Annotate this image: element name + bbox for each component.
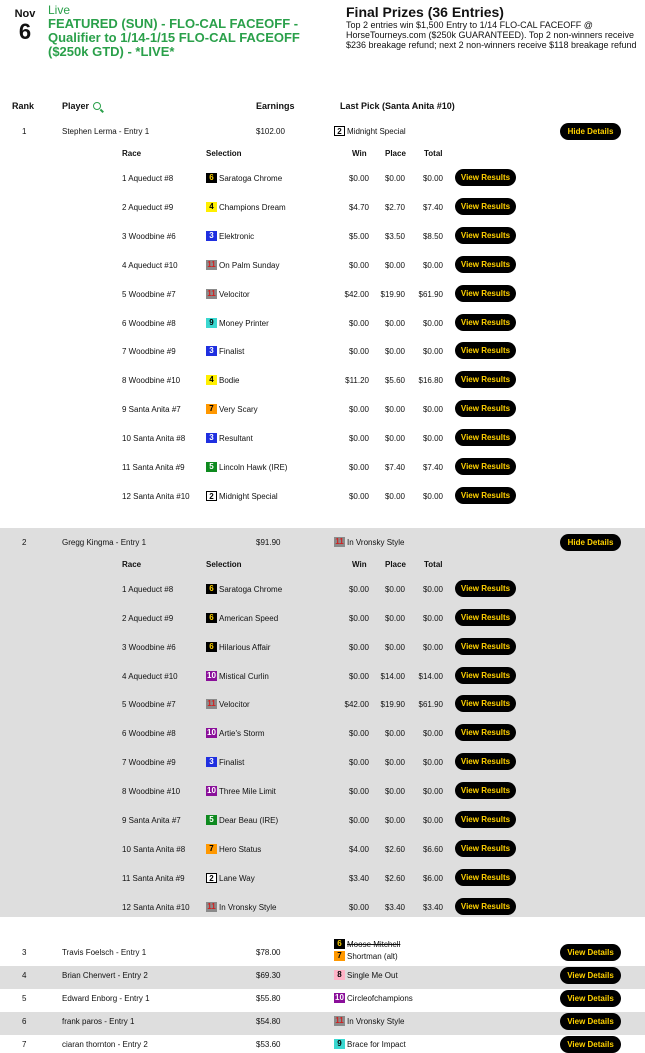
view-results-button[interactable]: View Results xyxy=(455,285,516,302)
view-results-button[interactable]: View Results xyxy=(455,342,516,359)
view-results-button[interactable]: View Results xyxy=(455,429,516,446)
program-number-badge: 8 xyxy=(334,970,345,980)
place-amount: $0.00 xyxy=(384,347,405,357)
view-details-button[interactable]: View Details xyxy=(560,1036,621,1053)
win-amount: $0.00 xyxy=(348,463,369,472)
win-amount: $4.00 xyxy=(348,844,369,854)
view-results-button[interactable]: View Results xyxy=(455,724,516,741)
event-status: Live xyxy=(48,3,71,17)
race-name: 9 Santa Anita #7 xyxy=(122,405,181,415)
player-name[interactable]: Travis Foelsch - Entry 1 xyxy=(62,947,147,957)
total-amount: $7.40 xyxy=(422,463,443,472)
earnings-cell: $55.80 xyxy=(256,993,281,1003)
place-amount: $7.40 xyxy=(384,463,405,472)
race-name: 8 Woodbine #10 xyxy=(122,787,181,797)
earnings-cell: $53.60 xyxy=(256,1039,281,1049)
place-amount: $3.50 xyxy=(384,231,405,241)
total-amount: $7.40 xyxy=(422,202,443,212)
total-amount: $0.00 xyxy=(422,642,443,652)
race-name: 12 Santa Anita #10 xyxy=(122,902,190,912)
selection-horse: Mistical Curlin xyxy=(219,671,269,681)
view-results-button[interactable]: View Results xyxy=(455,840,516,857)
race-name: 9 Santa Anita #7 xyxy=(122,816,181,825)
event-date xyxy=(10,8,40,44)
selection-horse: Hilarious Affair xyxy=(219,642,271,652)
view-results-button[interactable]: View Results xyxy=(455,695,516,712)
program-number-badge: 3 xyxy=(206,346,217,356)
win-amount: $0.00 xyxy=(348,758,369,768)
place-amount: $0.00 xyxy=(384,584,405,594)
event-title: FEATURED (SUN) - FLO-CAL FACEOFF - Qualifier to 1/14-1/15 FLO-CAL FACEOFF ($250k GTD) - *LIVE* xyxy=(48,16,300,59)
total-amount: $14.00 xyxy=(418,671,443,681)
win-amount: $3.40 xyxy=(348,873,369,883)
place-amount: $0.00 xyxy=(384,174,405,183)
program-number-badge: 6 xyxy=(206,584,217,594)
program-number-badge: 6 xyxy=(206,613,217,623)
program-number-badge: 11 xyxy=(207,259,216,269)
race-name: 10 Santa Anita #8 xyxy=(122,844,186,854)
place-amount: $2.70 xyxy=(384,202,405,212)
last-pick-horse: Brace for Impact xyxy=(347,1039,406,1049)
last-pick-horse: Single Me Out xyxy=(347,970,398,980)
view-details-button[interactable]: View Details xyxy=(560,990,621,1007)
selection-horse: Saratoga Chrome xyxy=(219,174,283,183)
race-name: 6 Woodbine #8 xyxy=(122,318,176,328)
selection-horse: Velocitor xyxy=(219,289,250,299)
program-number-badge: 10 xyxy=(207,670,216,680)
program-number-badge: 2 xyxy=(206,873,217,883)
event-day: 6 xyxy=(18,19,32,44)
total-amount: $0.00 xyxy=(422,434,443,444)
program-number-badge: 7 xyxy=(334,951,345,961)
race-name: 2 Aqueduct #9 xyxy=(122,202,174,212)
total-amount: $0.00 xyxy=(422,758,443,768)
last-pick-horse: Midnight Special xyxy=(347,127,406,136)
program-number-badge: 6 xyxy=(206,642,217,652)
race-name: 1 Aqueduct #8 xyxy=(122,174,174,183)
view-results-button[interactable]: View Results xyxy=(455,400,516,417)
last-pick-horse: Circleofchampions xyxy=(347,993,413,1003)
total-amount: $8.50 xyxy=(422,231,443,241)
view-results-button[interactable]: View Results xyxy=(455,638,516,655)
race-name: 11 Santa Anita #9 xyxy=(122,873,185,883)
view-results-button[interactable]: View Results xyxy=(455,458,516,475)
race-name: 2 Aqueduct #9 xyxy=(122,613,174,623)
last-pick-horse: In Vronsky Style xyxy=(347,537,405,547)
player-name[interactable]: Brian Chenvert - Entry 2 xyxy=(62,970,148,980)
event-month: Nov xyxy=(14,8,36,20)
program-number-badge: 3 xyxy=(206,757,217,767)
selection-horse: Money Printer xyxy=(219,318,269,328)
total-amount: $0.00 xyxy=(422,613,443,623)
selection-horse: Velocitor xyxy=(219,700,250,710)
selection-horse: Three Mile Limit xyxy=(219,787,276,797)
race-name: 7 Woodbine #9 xyxy=(122,758,176,768)
race-name: 3 Woodbine #6 xyxy=(122,642,176,652)
view-results-button[interactable]: View Results xyxy=(455,667,516,684)
selection-horse: Artie's Storm xyxy=(219,729,265,739)
win-amount: $0.00 xyxy=(348,318,369,328)
race-subheader: Race xyxy=(122,559,142,569)
expanded-row-background xyxy=(0,528,645,917)
last-pick-column-header: Last Pick (Santa Anita #10) xyxy=(340,101,455,111)
place-amount: $0.00 xyxy=(384,491,405,501)
win-amount: $0.00 xyxy=(348,491,369,501)
selection-subheader: Selection xyxy=(206,149,242,158)
selection-horse: Hero Status xyxy=(219,844,262,854)
race-name: 12 Santa Anita #10 xyxy=(122,491,190,501)
rank-cell: 4 xyxy=(22,970,27,980)
selection-horse: Midnight Special xyxy=(219,491,278,501)
total-amount: $0.00 xyxy=(422,174,443,183)
place-amount: $0.00 xyxy=(384,787,405,797)
view-results-button[interactable]: View Results xyxy=(455,169,516,186)
player-column-header[interactable] xyxy=(62,101,101,111)
win-amount: $0.00 xyxy=(348,729,369,739)
win-amount: $0.00 xyxy=(348,405,369,415)
win-subheader: Win xyxy=(352,559,367,569)
place-amount: $19.90 xyxy=(380,700,405,710)
program-number-badge: 9 xyxy=(206,318,217,328)
program-number-badge: 2 xyxy=(206,491,217,501)
rank-cell: 6 xyxy=(22,1016,27,1026)
place-amount: $0.00 xyxy=(384,816,405,825)
program-number-badge: 4 xyxy=(206,202,217,212)
view-results-button[interactable]: View Results xyxy=(455,198,516,215)
program-number-badge: 5 xyxy=(206,462,217,472)
win-amount: $0.00 xyxy=(348,260,369,270)
race-name: 4 Aqueduct #10 xyxy=(122,260,178,270)
selection-horse: Lincoln Hawk (IRE) xyxy=(219,463,288,472)
selection-horse: Lane Way xyxy=(219,873,255,883)
race-subheader: Race xyxy=(122,149,142,158)
view-results-button[interactable]: View Results xyxy=(455,753,516,770)
race-name: 4 Aqueduct #10 xyxy=(122,671,178,681)
total-amount: $0.00 xyxy=(422,318,443,328)
place-amount: $2.60 xyxy=(384,844,405,854)
rank-column-header: Rank xyxy=(12,101,35,111)
place-amount: $0.00 xyxy=(384,434,405,444)
program-number-badge: 10 xyxy=(207,786,216,796)
race-name: 11 Santa Anita #9 xyxy=(122,463,185,472)
race-name: 3 Woodbine #6 xyxy=(122,231,176,241)
program-number-badge: 7 xyxy=(206,844,217,854)
view-results-button[interactable]: View Results xyxy=(455,898,516,915)
view-results-button[interactable]: View Results xyxy=(455,580,516,597)
place-amount: $19.90 xyxy=(380,289,405,299)
win-amount: $0.00 xyxy=(348,902,369,912)
race-name: 1 Aqueduct #8 xyxy=(122,584,174,594)
last-pick-horse: In Vronsky Style xyxy=(347,1016,405,1026)
hide-details-button[interactable]: Hide Details xyxy=(560,123,621,140)
total-amount: $16.80 xyxy=(418,376,443,386)
selection-horse: Very Scary xyxy=(219,405,258,415)
event-info xyxy=(48,3,328,59)
win-amount: $42.00 xyxy=(344,700,369,710)
place-amount: $0.00 xyxy=(384,405,405,415)
total-amount: $0.00 xyxy=(422,491,443,501)
view-details-button[interactable]: View Details xyxy=(560,1013,621,1030)
win-subheader: Win xyxy=(352,149,367,158)
view-details-button[interactable]: View Details xyxy=(560,944,621,961)
program-number-badge: 11 xyxy=(335,536,344,546)
program-number-badge: 2 xyxy=(334,126,345,136)
place-amount: $3.40 xyxy=(384,902,405,912)
program-number-badge: 3 xyxy=(206,433,217,443)
race-name: 10 Santa Anita #8 xyxy=(122,434,186,444)
win-amount: $0.00 xyxy=(348,642,369,652)
selection-subheader: Selection xyxy=(206,559,242,569)
win-amount: $0.00 xyxy=(348,816,369,825)
program-number-badge: 6 xyxy=(334,939,345,949)
alternate-horse: Shortman (alt) xyxy=(347,951,398,961)
program-number-badge: 7 xyxy=(206,404,217,414)
win-amount: $0.00 xyxy=(348,613,369,623)
place-amount: $0.00 xyxy=(384,613,405,623)
player-name[interactable]: Edward Enborg - Entry 1 xyxy=(62,993,150,1003)
program-number-badge: 9 xyxy=(334,1039,345,1049)
rank-cell: 1 xyxy=(22,127,27,136)
place-amount: $0.00 xyxy=(384,729,405,739)
view-results-button[interactable]: View Results xyxy=(455,314,516,331)
player-name[interactable]: Gregg Kingma - Entry 1 xyxy=(62,537,147,547)
selection-horse: Resultant xyxy=(219,434,253,444)
place-amount: $5.60 xyxy=(384,376,405,386)
earnings-cell: $102.00 xyxy=(256,127,285,136)
selection-horse: Finalist xyxy=(219,758,245,768)
view-results-button[interactable]: View Results xyxy=(455,609,516,626)
selection-horse: Elektronic xyxy=(219,231,255,241)
win-amount: $4.70 xyxy=(348,202,369,212)
place-amount: $0.00 xyxy=(384,260,405,270)
total-amount: $0.00 xyxy=(422,816,443,825)
place-amount: $2.60 xyxy=(384,873,405,883)
program-number-badge: 10 xyxy=(335,992,344,1002)
total-subheader: Total xyxy=(424,559,443,569)
win-amount: $0.00 xyxy=(348,434,369,444)
race-name: 6 Woodbine #8 xyxy=(122,729,176,739)
rank-cell: 3 xyxy=(22,947,27,957)
place-amount: $0.00 xyxy=(384,642,405,652)
earnings-cell: $69.30 xyxy=(256,970,281,980)
program-number-badge: 4 xyxy=(206,375,217,385)
view-details-button[interactable]: View Details xyxy=(560,967,621,984)
win-amount: $5.00 xyxy=(348,231,369,241)
view-results-button[interactable]: View Results xyxy=(455,371,516,388)
earnings-cell: $78.00 xyxy=(256,947,281,957)
selection-horse: Bodie xyxy=(219,376,240,386)
race-name: 7 Woodbine #9 xyxy=(122,347,176,357)
total-amount: $0.00 xyxy=(422,729,443,739)
total-amount: $61.90 xyxy=(418,289,443,299)
prizes-title: Final Prizes (36 Entries) xyxy=(346,4,504,20)
total-amount: $6.00 xyxy=(422,873,443,883)
place-amount: $0.00 xyxy=(384,758,405,768)
view-results-button[interactable]: View Results xyxy=(455,487,516,504)
win-amount: $0.00 xyxy=(348,787,369,797)
player-column-label: Player xyxy=(62,101,90,111)
win-amount: $0.00 xyxy=(348,584,369,594)
selection-horse: In Vronsky Style xyxy=(219,902,277,912)
place-amount: $14.00 xyxy=(380,671,405,681)
win-amount: $0.00 xyxy=(348,174,369,183)
earnings-cell: $91.90 xyxy=(256,537,281,547)
program-number-badge: 11 xyxy=(335,1015,344,1025)
win-amount: $0.00 xyxy=(348,671,369,681)
selection-horse: Dear Beau (IRE) xyxy=(219,816,279,825)
win-amount: $0.00 xyxy=(348,347,369,357)
earnings-column-header: Earnings xyxy=(256,101,295,111)
race-name: 5 Woodbine #7 xyxy=(122,700,176,710)
view-results-button[interactable]: View Results xyxy=(455,811,516,828)
race-name: 8 Woodbine #10 xyxy=(122,376,181,386)
total-amount: $3.40 xyxy=(422,902,443,912)
selection-horse: American Speed xyxy=(219,613,279,623)
earnings-cell: $54.80 xyxy=(256,1016,281,1026)
scratched-horse: Moose Mitchell xyxy=(347,939,401,949)
prizes-description: Top 2 entries win $1,500 Entry to 1/14 FLO-CAL FACEOFF @ HorseTourneys.com ($250k GUARANTEED). Top 2 non-winners receive $236 breakage refund; next 2 non-winners receive $118 breakage refund xyxy=(346,20,637,50)
total-amount: $0.00 xyxy=(422,584,443,594)
view-results-button[interactable]: View Results xyxy=(455,869,516,886)
total-amount: $0.00 xyxy=(422,260,443,270)
search-icon[interactable] xyxy=(93,102,101,110)
selection-horse: On Palm Sunday xyxy=(219,260,280,270)
program-number-badge: 11 xyxy=(207,901,216,911)
player-name[interactable]: Stephen Lerma - Entry 1 xyxy=(62,127,150,136)
total-amount: $61.90 xyxy=(418,700,443,710)
total-subheader: Total xyxy=(424,149,443,158)
rank-cell: 2 xyxy=(22,537,27,547)
program-number-badge: 11 xyxy=(207,699,216,709)
player-name[interactable]: ciaran thornton - Entry 2 xyxy=(62,1039,148,1049)
place-subheader: Place xyxy=(385,559,406,569)
view-results-button[interactable]: View Results xyxy=(455,227,516,244)
view-results-button[interactable]: View Results xyxy=(455,256,516,273)
selection-horse: Champions Dream xyxy=(219,202,286,212)
contest-header xyxy=(0,0,645,98)
view-results-button[interactable]: View Results xyxy=(455,782,516,799)
total-amount: $0.00 xyxy=(422,405,443,415)
total-amount: $6.60 xyxy=(422,844,443,854)
hide-details-button[interactable]: Hide Details xyxy=(560,534,621,551)
selection-horse: Finalist xyxy=(219,347,245,357)
total-amount: $0.00 xyxy=(422,347,443,357)
place-amount: $0.00 xyxy=(384,318,405,328)
program-number-badge: 11 xyxy=(207,288,216,298)
win-amount: $11.20 xyxy=(345,376,369,386)
program-number-badge: 5 xyxy=(206,815,217,825)
total-amount: $0.00 xyxy=(422,787,443,797)
program-number-badge: 10 xyxy=(207,728,216,738)
player-name[interactable]: frank paros - Entry 1 xyxy=(62,1016,135,1026)
program-number-badge: 6 xyxy=(206,173,217,183)
rank-cell: 5 xyxy=(22,993,27,1003)
prizes-panel xyxy=(346,4,641,50)
win-amount: $42.00 xyxy=(344,289,369,299)
race-name: 5 Woodbine #7 xyxy=(122,289,176,299)
rank-cell: 7 xyxy=(22,1039,27,1049)
program-number-badge: 3 xyxy=(206,231,217,241)
place-subheader: Place xyxy=(385,149,406,158)
selection-horse: Saratoga Chrome xyxy=(219,584,283,594)
